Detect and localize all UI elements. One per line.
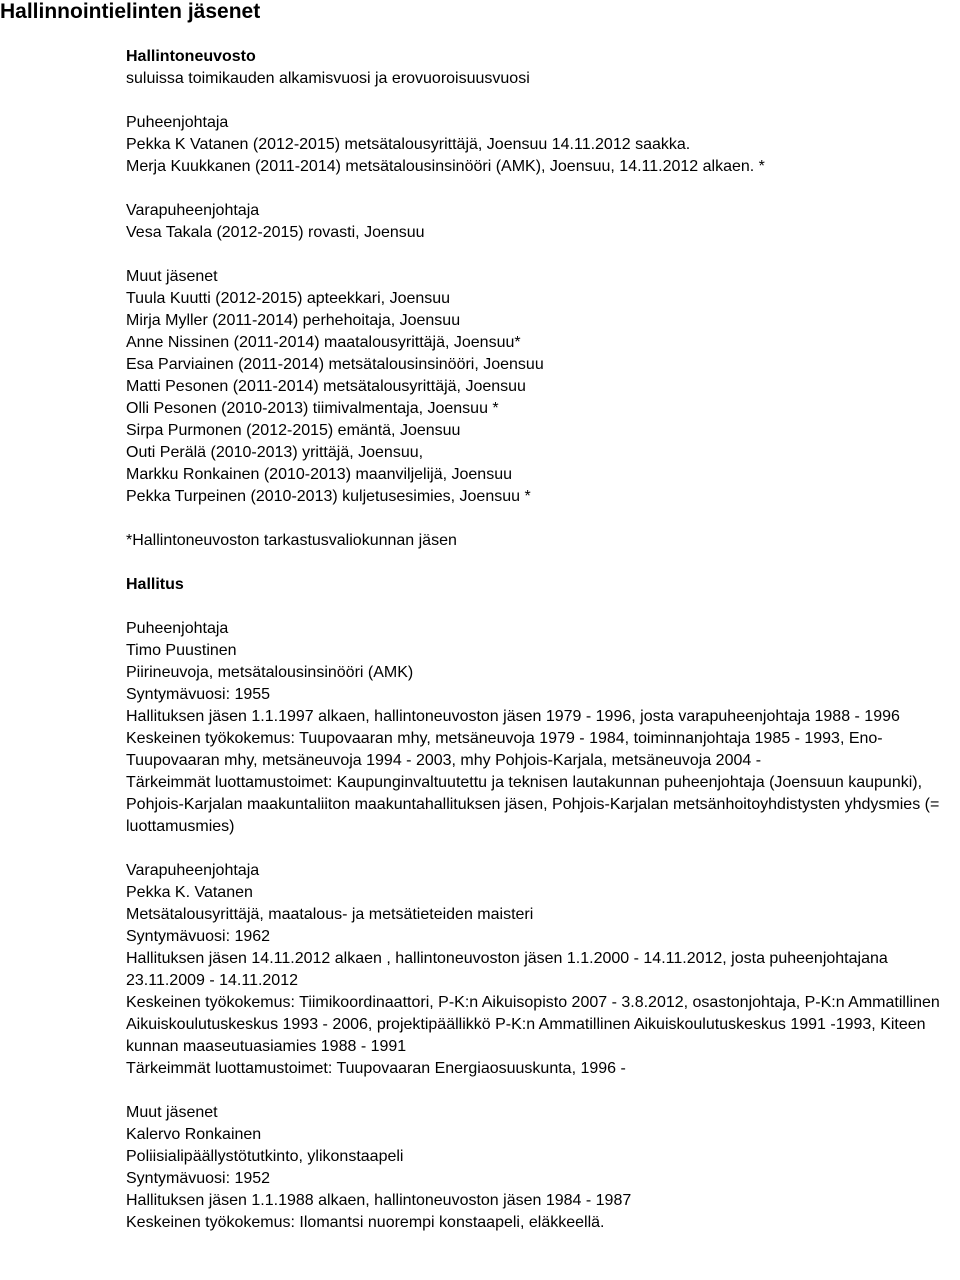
hallitus-chair-experience: Keskeinen työkokemus: Tuupovaaran mhy, metsäneuvoja 1979 - 1984, toiminnanjohtaja 1985 - 1993, Eno-Tuupovaaran mhy, metsäneuvoja 1994 - 2003, mhy Pohjois-Karjala, metsäneuvoja 2004 -	[126, 730, 883, 769]
spacer	[126, 1080, 956, 1102]
hn-member-line: Tuula Kuutti (2012-2015) apteekkari, Joensuu	[126, 290, 451, 307]
hn-member-line: Anne Nissinen (2011-2014) maatalousyrittäjä, Joensuu*	[126, 334, 521, 351]
hn-member-line: Pekka Turpeinen (2010-2013) kuljetusesimies, Joensuu *	[126, 488, 531, 505]
hn-footnote: *Hallintoneuvoston tarkastusvaliokunnan jäsen	[126, 532, 457, 549]
hallitus-member-name: Kalervo Ronkainen	[126, 1126, 262, 1143]
hallitus-chair-name: Timo Puustinen	[126, 642, 237, 659]
hallitus-vice-chair-positions: Tärkeimmät luottamustoimet: Tuupovaaran Energiaosuuskunta, 1996 -	[126, 1060, 626, 1077]
hn-member-line: Mirja Myller (2011-2014) perhehoitaja, Joensuu	[126, 312, 461, 329]
hallitus-vice-chair-membership: Hallituksen jäsen 14.11.2012 alkaen , hallintoneuvoston jäsen 1.1.2000 - 14.11.2012, josta puheenjohtajana 23.11.2009 - 14.11.2012	[126, 950, 888, 989]
hn-members-label: Muut jäsenet	[126, 268, 218, 285]
hallitus-member-born: Syntymävuosi: 1952	[126, 1170, 271, 1187]
hallitus-chair-label: Puheenjohtaja	[126, 620, 229, 637]
hallitus-vice-chair-experience: Keskeinen työkokemus: Tiimikoordinaattori, P-K:n Aikuisopisto 2007 - 3.8.2012, osastonjohtaja, P-K:n Ammatillinen Aikuiskoulutuskeskus 1993 - 2006, projektipäällikkö P-K:n Ammatillinen Aikuiskoulutuskeskus 1991 -1993, Kiteen kunnan maaseutuasiamies 1988 - 1991	[126, 994, 940, 1055]
hallitus-chair-positions: Tärkeimmät luottamustoimet: Kaupunginvaltuutettu ja teknisen lautakunnan puheenjohtaja (Joensuun kaupunki), Pohjois-Karjalan maakuntaliiton maakuntahallituksen jäsen, Pohjois-Karjalan metsänhoitoyhdistysten yhdysmies (= luottamusmies)	[126, 774, 940, 835]
spacer	[126, 552, 956, 574]
hallitus-member-membership: Hallituksen jäsen 1.1.1988 alkaen, hallintoneuvoston jäsen 1984 - 1987	[126, 1192, 632, 1209]
hn-member-line: Markku Ronkainen (2010-2013) maanviljelijä, Joensuu	[126, 466, 512, 483]
hn-member-line: Olli Pesonen (2010-2013) tiimivalmentaja, Joensuu *	[126, 400, 499, 417]
hn-member-line: Matti Pesonen (2011-2014) metsätalousyrittäjä, Joensuu	[126, 378, 526, 395]
hallitus-members-label: Muut jäsenet	[126, 1104, 218, 1121]
hallitus-vice-chair-label: Varapuheenjohtaja	[126, 862, 260, 879]
hn-chair-label: Puheenjohtaja	[126, 114, 229, 131]
hn-vice-chair-label: Varapuheenjohtaja	[126, 202, 260, 219]
spacer	[126, 244, 956, 266]
hn-chair-line: Merja Kuukkanen (2011-2014) metsätalousinsinööri (AMK), Joensuu, 14.11.2012 alkaen. *	[126, 158, 765, 175]
hallitus-heading: Hallitus	[126, 576, 184, 593]
hallintoneuvosto-subheading: suluissa toimikauden alkamisvuosi ja erovuoroisuusvuosi	[126, 70, 530, 87]
hallitus-chair-born: Syntymävuosi: 1955	[126, 686, 271, 703]
hallitus-chair-membership: Hallituksen jäsen 1.1.1997 alkaen, hallintoneuvoston jäsen 1979 - 1996, josta varapuheenjohtaja 1988 - 1996	[126, 708, 900, 725]
hn-member-line: Outi Perälä (2010-2013) yrittäjä, Joensuu,	[126, 444, 424, 461]
hn-member-line: Esa Parviainen (2011-2014) metsätalousinsinööri, Joensuu	[126, 356, 544, 373]
hallitus-member-experience: Keskeinen työkokemus: Ilomantsi nuorempi konstaapeli, eläkkeellä.	[126, 1214, 605, 1231]
hallitus-chair-title: Piirineuvoja, metsätalousinsinööri (AMK)	[126, 664, 414, 681]
spacer	[126, 178, 956, 200]
hn-chair-line: Pekka K Vatanen (2012-2015) metsätalousyrittäjä, Joensuu 14.11.2012 saakka.	[126, 136, 691, 153]
hallitus-member-title: Poliisialipäällystötutkinto, ylikonstaapeli	[126, 1148, 404, 1165]
spacer	[126, 596, 956, 618]
spacer	[126, 508, 956, 530]
hallitus-vice-chair-title: Metsätalousyrittäjä, maatalous- ja metsätieteiden maisteri	[126, 906, 534, 923]
page-title: Hallinnointielinten jäsenet	[0, 0, 261, 23]
spacer	[126, 90, 956, 112]
hn-vice-chair-line: Vesa Takala (2012-2015) rovasti, Joensuu	[126, 224, 425, 241]
hn-member-line: Sirpa Purmonen (2012-2015) emäntä, Joensuu	[126, 422, 461, 439]
spacer	[126, 838, 956, 860]
document-content	[126, 46, 956, 1234]
hallintoneuvosto-heading: Hallintoneuvosto	[126, 48, 256, 65]
hallitus-vice-chair-born: Syntymävuosi: 1962	[126, 928, 271, 945]
hallitus-vice-chair-name: Pekka K. Vatanen	[126, 884, 253, 901]
